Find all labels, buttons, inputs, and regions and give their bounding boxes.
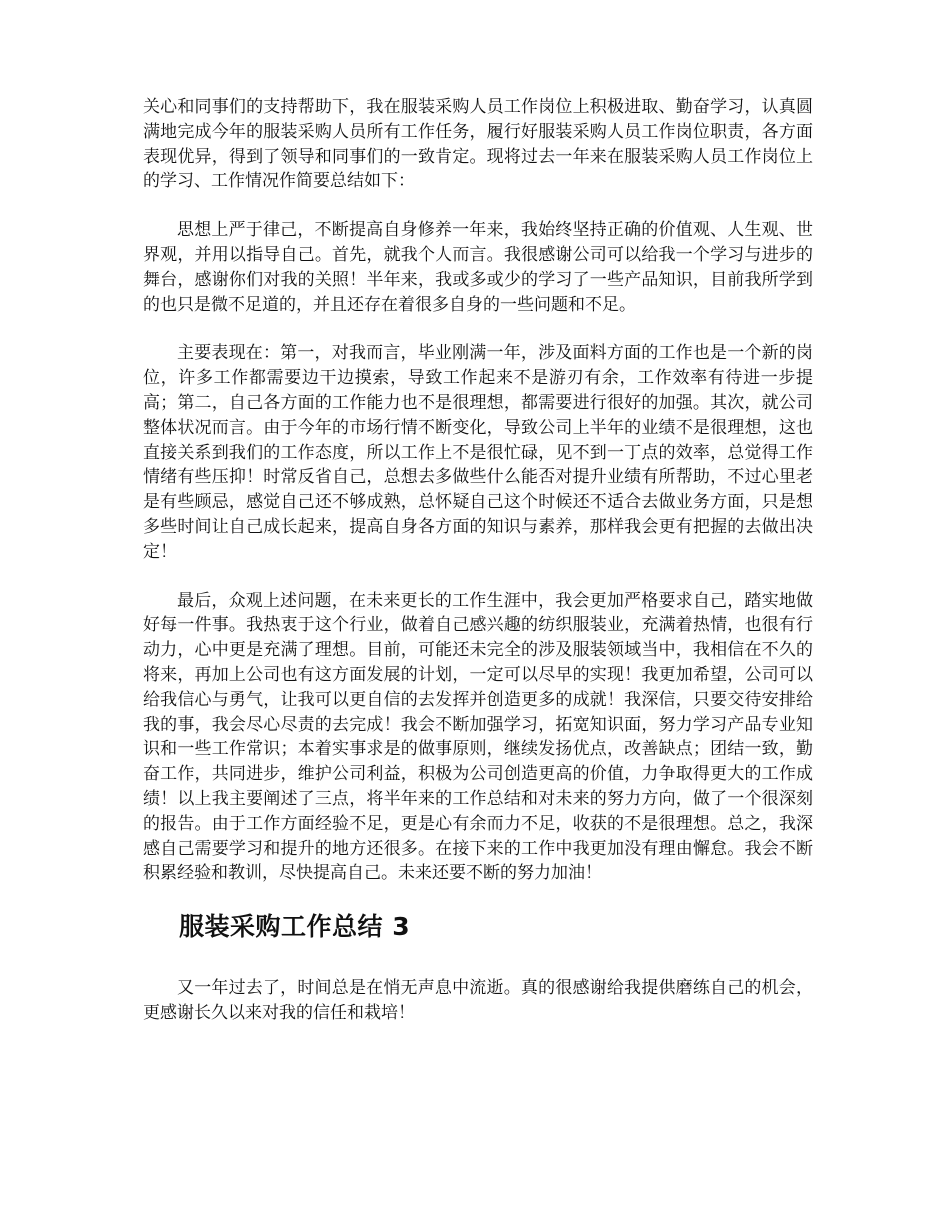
document-body — [143, 95, 813, 1050]
paragraph-main-performance: 主要表现在：第一，对我而言，毕业刚满一年，涉及面料方面的工作也是一个新的岗位，许多工作都需要边干边摸索，导致工作起来不是游刃有余，工作效率有待进一步提高；第二，自己各方面的工作能力也不是很理想，都需要进行很好的加强。其次，就公司整体状况而言。由于今年的市场行情不断变化，导致公司上半年的业绩不是很理想，这也直接关系到我们的工作态度，所以工作上不是很忙碌，见不到一丁点的效率，总觉得工作情绪有些压抑！时常反省自己，总想去多做些什么能否对提升业绩有所帮助，不过心里老是有些顾忌，感觉自己还不够成熟，总怀疑自己这个时候还不适合去做业务方面，只是想多些时间让自己成长起来，提高自身各方面的知识与素养，那样我会更有把握的去做出决定！ — [143, 343, 813, 562]
paragraph-conclusion: 最后，众观上述问题，在未来更长的工作生涯中，我会更加严格要求自己，踏实地做好每一件事。我热衷于这个行业，做着自己感兴趣的纺织服装业，充满着热情，也很有行动力，心中更是充满了理想。目前，可能还未完全的涉及服装领域当中，我相信在不久的将来，再加上公司也有这方面发展的计划，一定可以尽早的实现！我更加希望，公司可以给我信心与勇气，让我可以更自信的去发挥并创造更多的成就！我深信，只要交待安排给我的事，我会尽心尽责的去完成！我会不断加强学习，拓宽知识面，努力学习产品专业知识和一些工作常识；本着实事求是的做事原则，继续发扬优点，改善缺点；团结一致，勤奋工作，共同进步，维护公司利益，积极为公司创造更高的价值，力争取得更大的工作成绩！以上我主要阐述了三点，将半年来的工作总结和对未来的努力方向，做了一个很深刻的报告。由于工作方面经验不足，更是心有余而力不足，收获的不是很理想。总之，我深感自己需要学习和提升的地方还很多。在接下来的工作中我更加没有理由懈怠。我会不断积累经验和教训，尽快提高自己。未来还要不断的努力加油！ — [143, 590, 813, 884]
paragraph-section3-opening: 又一年过去了，时间总是在悄无声息中流逝。真的很感谢给我提供磨练自己的机会，更感谢长久以来对我的信任和栽培！ — [143, 978, 813, 1023]
section-heading: 服装采购工作总结 3 — [179, 912, 411, 942]
paragraph-self-discipline: 思想上严于律己，不断提高自身修养一年来，我始终坚持正确的价值观、人生观、世界观，并用以指导自己。首先，就我个人而言。我很感谢公司可以给我一个学习与进步的舞台，感谢你们对我的关照！半年来，我或多或少的学习了一些产品知识，目前我所学到的也只是微不足道的，并且还存在着很多自身的一些问题和不足。 — [143, 220, 813, 315]
paragraph-intro: 关心和同事们的支持帮助下，我在服装采购人员工作岗位上积极进取、勤奋学习，认真圆满地完成今年的服装采购人员所有工作任务，履行好服装采购人员工作岗位职责，各方面表现优异，得到了领导和同事们的一致肯定。现将过去一年来在服装采购人员工作岗位上的学习、工作情况作简要总结如下： — [143, 97, 813, 192]
